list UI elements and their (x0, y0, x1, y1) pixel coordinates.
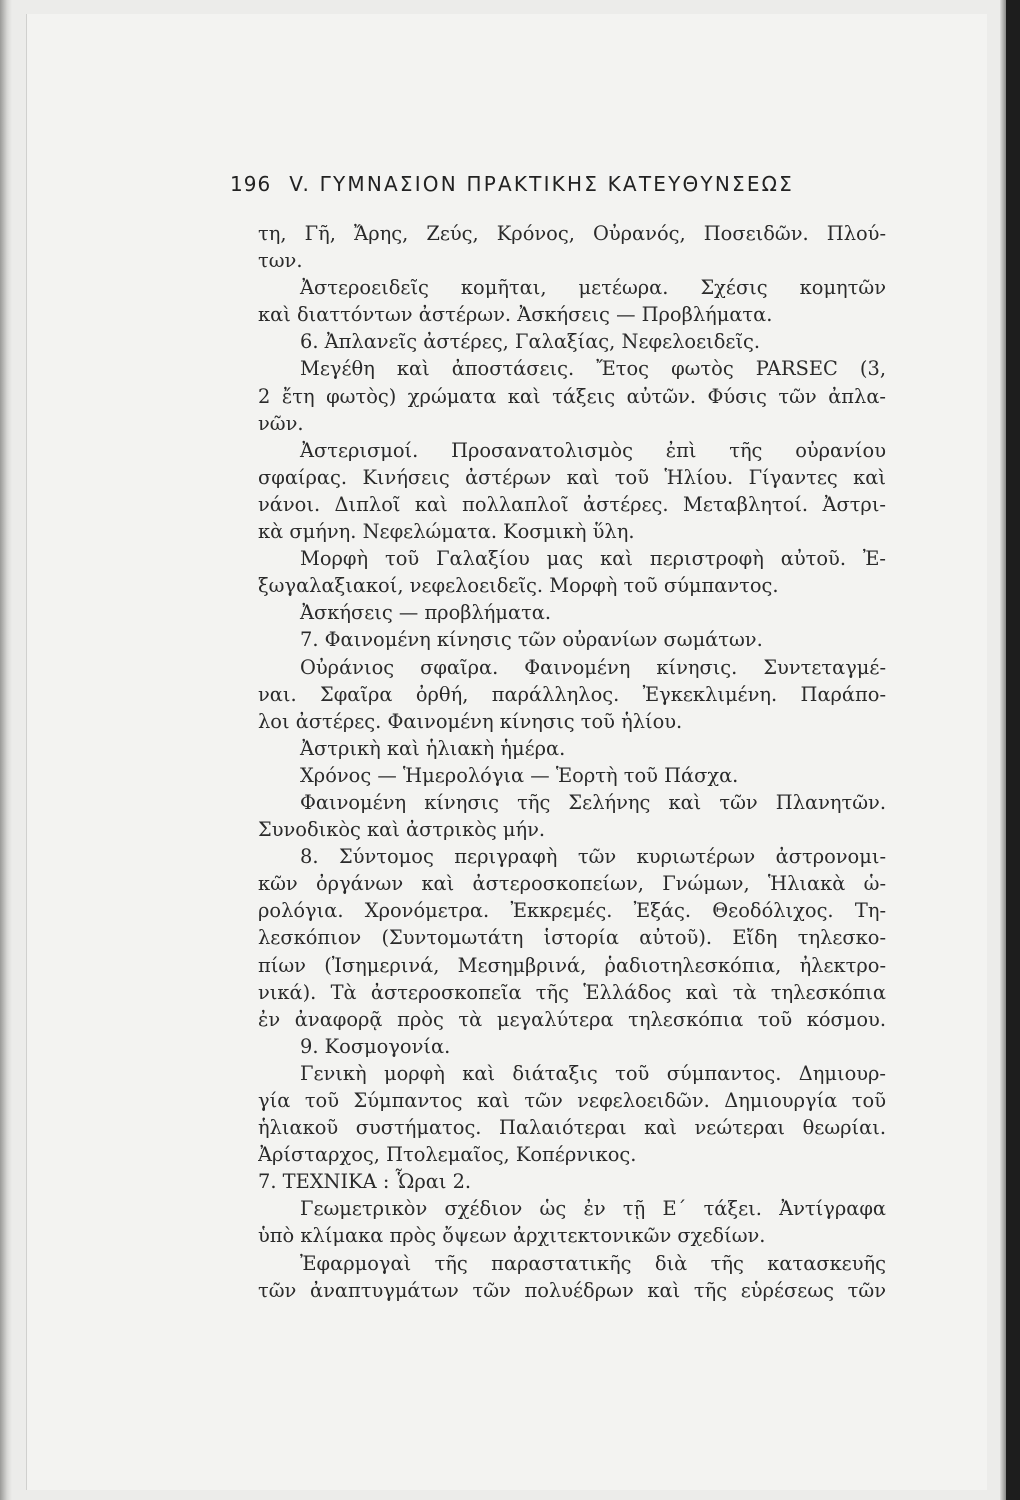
text-line: Συνοδικὸς καὶ ἀστρικὸς μήν. (258, 818, 546, 842)
text-line: Ἀστεροειδεῖς κομῆται, μετέωρα. Σχέσις κομητῶν (300, 276, 886, 300)
text-line: σφαίρας. Κινήσεις ἀστέρων καὶ τοῦ Ἡλίου. Γίγαντες καὶ (258, 465, 886, 489)
page-number: 196 (230, 172, 272, 196)
text-line: ξωγαλαξιακοί, νεφελοειδεῖς. Μορφὴ τοῦ σύμπαντος. (258, 574, 779, 598)
binding-shadow (0, 0, 12, 1500)
text-line: λοι ἀστέρες. Φαινομένη κίνησις τοῦ ἡλίου. (258, 709, 683, 733)
text-line: ὑπὸ κλίμακα πρὸς ὄψεων ἀρχιτεκτονικῶν σχεδίων. (258, 1224, 766, 1248)
running-title: V. ΓΥΜΝΑΣΙΟΝ ΠΡΑΚΤΙΚΗΣ ΚΑΤΕΥΘΥΝΣΕΩΣ (289, 172, 794, 196)
scan-border (1006, 0, 1020, 1500)
body-text (258, 220, 886, 1304)
text-line: 2 ἔτη φωτὸς) χρώματα καὶ τάξεις αὐτῶν. Φύσις τῶν ἀπλα- (258, 384, 886, 408)
text-line: Ἀρίσταρχος, Πτολεμαῖος, Κοπέρνικος. (258, 1143, 637, 1167)
text-line: τη, Γῆ, Ἄρης, Ζεύς, Κρόνος, Οὐρανός, Ποσειδῶν. Πλού- (258, 222, 886, 245)
text-line: των. (258, 249, 303, 273)
text-line: ναι. Σφαῖρα ὀρθή, παράλληλος. Ἐγκεκλιμένη. Παράπο- (258, 682, 886, 706)
text-line: ἡλιακοῦ συστήματος. Παλαιότεραι καὶ νεώτεραι θεωρίαι. (258, 1116, 886, 1140)
text-line: Γενικὴ μορφὴ καὶ διάταξις τοῦ σύμπαντος. Δημιουρ- (300, 1061, 886, 1085)
text-line: Φαινομένη κίνησις τῆς Σελήνης καὶ τῶν Πλανητῶν. (300, 790, 886, 814)
text-line: Μορφὴ τοῦ Γαλαξίου μας καὶ περιστροφὴ αὐτοῦ. Ἐ- (300, 547, 886, 571)
text-line: Χρόνος — Ἡμερολόγια — Ἑορτὴ τοῦ Πάσχα. (300, 763, 739, 787)
text-line: Ἀστρικὴ καὶ ἡλιακὴ ἡμέρα. (300, 736, 566, 760)
text-line: Ἐφαρμογαὶ τῆς παραστατικῆς διὰ τῆς κατασκευῆς (300, 1251, 886, 1275)
text-line: νάνοι. Διπλοῖ καὶ πολλαπλοῖ ἀστέρες. Μεταβλητοί. Ἀστρι- (258, 492, 886, 516)
text-line: 9. Κοσμογονία. (300, 1034, 451, 1058)
text-line: Ἀστερισμοί. Προσανατολισμὸς ἐπὶ τῆς οὐρανίου (300, 438, 886, 462)
text-line: νικά). Τὰ ἀστεροσκοπεῖα τῆς Ἑλλάδος καὶ τὰ τηλεσκόπια (258, 980, 886, 1004)
text-line: 8. Σύντομος περιγραφὴ τῶν κυριωτέρων ἀστρονομι- (300, 845, 886, 869)
text-line: 7. ΤΕΧΝΙΚΑ : Ὧραι 2. (258, 1170, 472, 1194)
text-line: κὰ σμήνη. Νεφελώματα. Κοσμικὴ ὕλη. (258, 520, 635, 544)
text-line: Ἀσκήσεις — προβλήματα. (300, 601, 552, 625)
text-line: 6. Ἀπλανεῖς ἀστέρες, Γαλαξίας, Νεφελοειδεῖς. (300, 330, 761, 354)
text-line: ἐν ἀναφορᾷ πρὸς τὰ μεγαλύτερα τηλεσκόπια τοῦ κόσμου. (258, 1007, 886, 1031)
text-line: Γεωμετρικὸν σχέδιον ὡς ἐν τῇ Ε΄ τάξει. Ἀντίγραφα (300, 1197, 886, 1221)
text-line: νῶν. (258, 411, 304, 435)
text-line: 7. Φαινομένη κίνησις τῶν οὐρανίων σωμάτων. (300, 628, 763, 652)
text-line: καὶ διαττόντων ἀστέρων. Ἀσκήσεις — Προβλήματα. (258, 303, 773, 327)
text-line: Οὐράνιος σφαῖρα. Φαινομένη κίνησις. Συντεταγμέ- (300, 655, 886, 679)
text-line: πίων (Ἰσημερινά, Μεσημβρινά, ῥαδιοτηλεσκόπια, ἠλεκτρο- (258, 953, 886, 977)
text-line: ρολόγια. Χρονόμετρα. Ἐκκρεμές. Ἐξάς. Θεοδόλιχος. Τη- (258, 899, 886, 923)
text-line: Μεγέθη καὶ ἀποστάσεις. Ἔτος φωτὸς PARSEC (3, (300, 357, 886, 381)
running-header (230, 172, 830, 196)
text-line: κῶν ὀργάνων καὶ ἀστεροσκοπείων, Γνώμων, Ἡλιακὰ ὡ- (258, 872, 886, 896)
text-line: γία τοῦ Σύμπαντος καὶ τῶν νεφελοειδῶν. Δημιουργία τοῦ (258, 1089, 886, 1112)
text-line: τῶν ἀναπτυγμάτων τῶν πολυέδρων καὶ τῆς εὑρέσεως τῶν (258, 1278, 886, 1302)
text-line: λεσκόπιον (Συντομωτάτη ἱστορία αὐτοῦ). Εἴδη τηλεσκο- (258, 926, 886, 950)
